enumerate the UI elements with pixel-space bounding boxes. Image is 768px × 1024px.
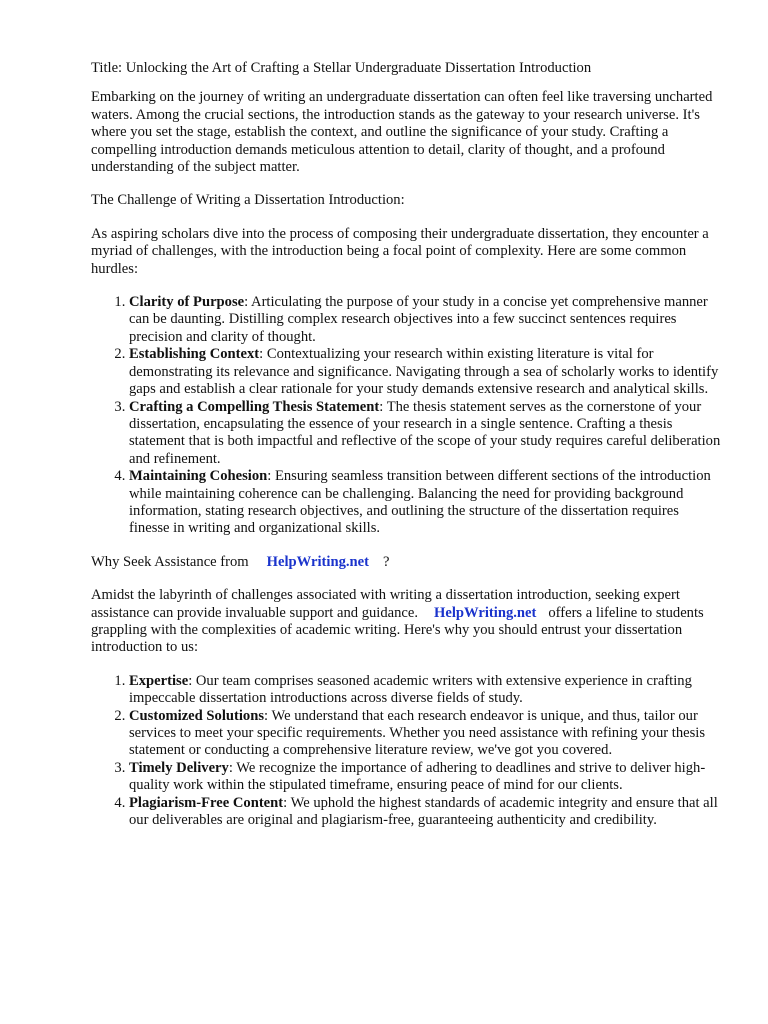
assistance-paragraph: [91, 587, 721, 657]
list-item-term: Clarity of Purpose: [129, 294, 245, 311]
list-item-separator: :: [283, 794, 291, 811]
list-item-term: Crafting a Compelling Thesis Statement: [129, 398, 380, 415]
assistance-text-before: Amidst the labyrinth of challenges associated with writing a dissertation introduction, seeking expert assistance can provide invaluable support and guidance.: [91, 587, 680, 621]
list-item-term: Establishing Context: [129, 346, 260, 363]
benefits-list: [91, 673, 721, 830]
list-item-text: Ensuring seamless transition between different sections of the introduction while maintaining coherence can be challenging. Balancing the need for providing background information, stating research objectives, and outlining the structure of the dissertation requires finesse in writing and organizational skills.: [129, 468, 711, 537]
challenge-intro-paragraph: As aspiring scholars dive into the process of composing their undergraduate dissertation, they encounter a myriad of challenges, with the introduction being a focal point of complexity. Here are some common hurdles:: [91, 225, 709, 277]
list-item-separator: :: [379, 398, 387, 415]
why-seek-suffix: ?: [382, 553, 390, 570]
intro-paragraph: Embarking on the journey of writing an undergraduate dissertation can often feel like traversing uncharted waters. Among the crucial sections, the introduction stands as the gateway to your research universe. It's where you set the stage, establish the context, and outline the significance of your study. Crafting a compelling introduction demands meticulous attention to detail, clarity of thought, and a profound understanding of the subject matter.: [91, 89, 713, 176]
list-item-term: Plagiarism-Free Content: [129, 794, 284, 811]
list-item-term: Customized Solutions: [129, 707, 265, 724]
helpwriting-link[interactable]: HelpWriting.net: [266, 553, 369, 570]
list-item-text: Contextualizing your research within existing literature is vital for demonstrating its relevance and significance. Navigating through a sea of scholarly works to identify gaps and establish a clear rationale for your study demands extensive research and analytical skills.: [129, 346, 719, 398]
list-item-separator: :: [259, 346, 267, 363]
list-item: [129, 760, 721, 795]
list-item: [129, 468, 721, 538]
list-item-separator: :: [264, 707, 272, 724]
challenge-heading: The Challenge of Writing a Dissertation Introduction:: [91, 192, 405, 209]
list-item-term: Maintaining Cohesion: [129, 468, 268, 485]
list-item-text: We understand that each research endeavor is unique, and thus, tailor our services to meet your specific requirements. Whether you need assistance with refining your thesis statement or conducting a comprehensive literature review, we've got you covered.: [129, 707, 706, 759]
assistance-text-after: offers a lifeline to students grappling with the complexities of academic writing. Here's why you should entrust your dissertation introduction to us:: [91, 604, 704, 656]
list-item-separator: :: [267, 468, 275, 485]
list-item-term: Expertise: [129, 672, 189, 689]
list-item: [129, 795, 721, 830]
list-item-separator: :: [188, 672, 196, 689]
list-item-term: Timely Delivery: [129, 759, 229, 776]
hurdles-list: [91, 294, 721, 538]
list-item: [129, 708, 721, 760]
document-title: Title: Unlocking the Art of Crafting a Stellar Undergraduate Dissertation Introduction: [91, 60, 592, 76]
list-item: [129, 673, 721, 708]
list-item-separator: :: [244, 294, 252, 311]
list-item: [129, 294, 721, 346]
document-page: [91, 60, 721, 845]
list-item: [129, 346, 721, 398]
list-item-text: Articulating the purpose of your study in a concise yet comprehensive manner can be daunting. Distilling complex research objectives into a few succinct sentences requires precision and clarity of thought.: [129, 294, 708, 345]
list-item-text: The thesis statement serves as the cornerstone of your dissertation, encapsulating the essence of your research in a single sentence. Crafting a thesis statement that is both impactful and reflective of the scope of your study requires careful deliberation and refinement.: [129, 398, 721, 467]
list-item: [129, 399, 721, 469]
list-item-text: Our team comprises seasoned academic writers with extensive experience in crafting impeccable dissertation introductions across diverse fields of study.: [129, 672, 692, 707]
list-item-text: We recognize the importance of adhering to deadlines and strive to deliver high-quality work within the stipulated timeframe, ensuring peace of mind for our clients.: [129, 759, 706, 794]
list-item-text: We uphold the highest standards of academic integrity and ensure that all our deliverables are original and plagiarism-free, guaranteeing authenticity and credibility.: [129, 794, 718, 829]
why-seek-heading: [91, 554, 721, 571]
why-seek-prefix: Why Seek Assistance from: [91, 553, 249, 570]
helpwriting-inline-link[interactable]: HelpWriting.net: [434, 604, 537, 621]
list-item-separator: :: [228, 759, 237, 776]
